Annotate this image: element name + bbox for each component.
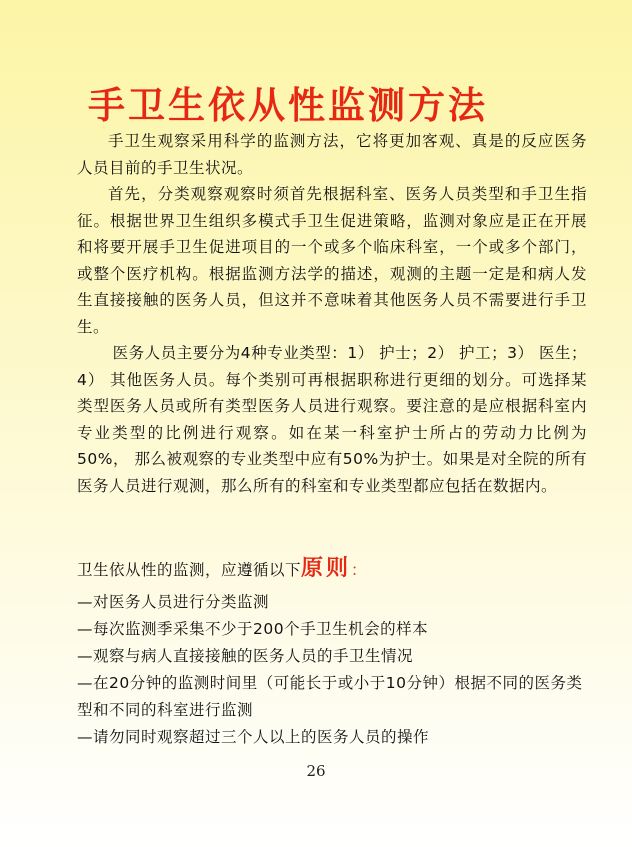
principles-colon: ： (351, 561, 368, 579)
page-number: 26 (306, 762, 326, 780)
principles-intro-text: 卫生依从性的监测，应遵循以下 (77, 561, 302, 579)
list-item: —在20分钟的监测时间里（可能长于或小于10分钟）根据不同的医务类型和不同的科室进行监测 (77, 674, 583, 719)
principles-list (77, 589, 587, 751)
body-text (77, 128, 587, 499)
page-title: 手卫生依从性监测方法 (88, 84, 488, 127)
list-item: —请勿同时观察超过三个人以上的医务人员的操作 (77, 728, 430, 746)
paragraph-intro: 手卫生观察采用科学的监测方法，它将更加客观、真是的反应医务人员目前的手卫生状况。 (77, 132, 587, 177)
paragraph-staff-types: 医务人员主要分为4种专业类型：1） 护士；2） 护工；3） 医生；4） 其他医务人员。每个类别可再根据职称进行更细的划分。可选择某类型医务人员或所有类型医务人员进行观察。要注意的是应根据科室内专业类型的比例进行观察。如在某一科室护士所占的劳动力比例为50%， 那么被观察的专业类型中应有50%为护士。如果是对全院的所有医务人员进行观测，那么所有的科室和专业类型都应包括在数据内。 (77, 344, 587, 495)
principles-heading (77, 555, 367, 584)
list-item: —每次监测季采集不少于200个手卫生机会的样本 (77, 620, 429, 638)
list-item: —观察与病人直接接触的医务人员的手卫生情况 (77, 647, 414, 665)
list-item: —对医务人员进行分类监测 (77, 593, 270, 611)
paragraph-classification: 首先，分类观察观察时须首先根据科室、医务人员类型和手卫生指征。根据世界卫生组织多模式手卫生促进策略，监测对象应是正在开展和将要开展手卫生促进项目的一个或多个临床科室，一个或多个部门，或整个医疗机构。根据监测方法学的描述，观测的主题一定是和病人发生直接接触的医务人员，但这并不意味着其他医务人员不需要进行手卫生。 (77, 185, 587, 336)
principles-keyword: 原则 (301, 556, 352, 581)
